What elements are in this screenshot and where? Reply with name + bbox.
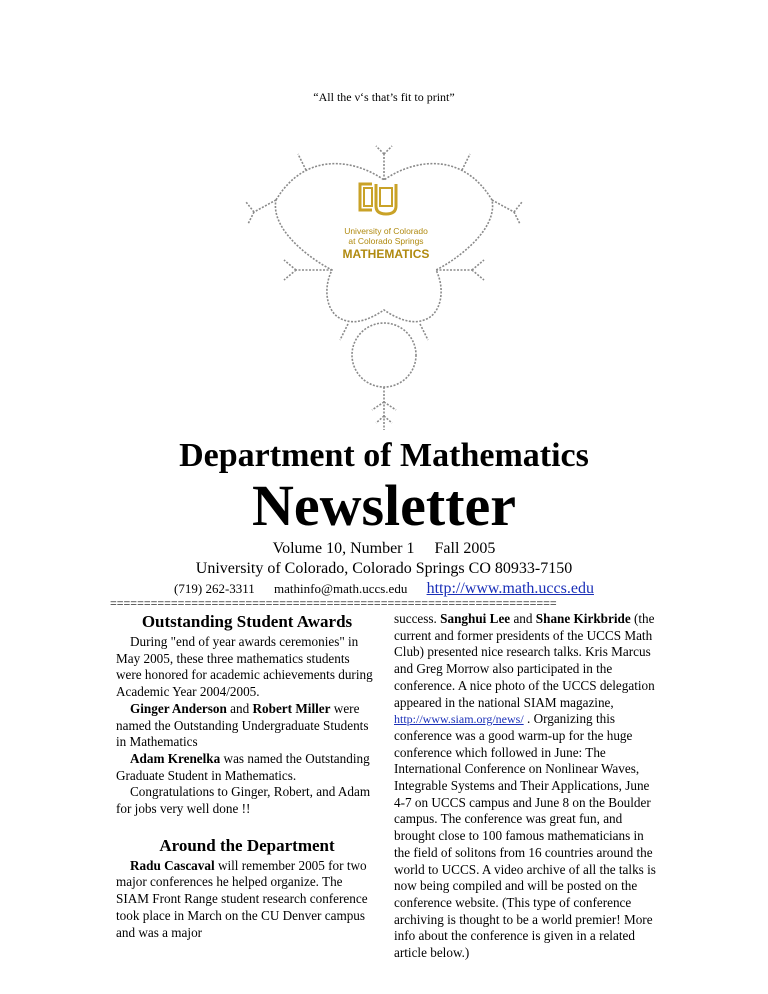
website-link[interactable]: http://www.math.uccs.edu (426, 580, 594, 597)
department-title: Department of Mathematics (179, 437, 589, 474)
phone: (719) 262-3311 (174, 581, 255, 596)
contact-line (0, 580, 768, 598)
student-name: Robert Miller (252, 700, 331, 716)
student-name: Shane Kirkbride (535, 611, 631, 626)
text: was named the Outstanding Graduate Student in Mathematics. (116, 750, 370, 783)
email: mathinfo@math.uccs.edu (274, 581, 408, 596)
divider-rule: ================================================================== (110, 597, 557, 609)
text: . Organizing this conference was a good warm-up for the huge conference which followed in June: The International Conference on Nonlinear Waves, Integrable Systems and Their Applications, June 4-7 on UCCS campus and June 8 on the Boulder campus. The conference was great fun, and brought close to 100 famous mathematicians in the field of solitons from 16 countries around the world to UCCS. A video archive of all the talks is now being compiled and will be posted on the conference website. (This type of conference archiving is thought to be a world premier! More info about the conference is given in a related article below.) (394, 711, 656, 961)
text: success. (394, 611, 441, 626)
address-line: University of Colorado, Colorado Springs CO 80933-7150 (195, 560, 573, 577)
around-paragraph (116, 858, 378, 942)
right-column (394, 611, 658, 962)
tagline: “All the ν‘s that’s fit to print” (313, 90, 455, 104)
text: and (226, 700, 253, 716)
around-heading: Around the Department (159, 835, 335, 855)
awards-paragraph-4: Congratulations to Ginger, Robert, and Adam for jobs very well done !! (116, 784, 371, 817)
volume-line: Volume 10, Number 1 Fall 2005 (272, 540, 496, 557)
logo-university-line1: University of Colorado (344, 226, 428, 236)
awards-paragraph-2 (116, 701, 378, 751)
awards-paragraph-1: During "end of year awards ceremonies" in May 2005, these three mathematics students were honored for academic achievements during Academic Year 2004/2005. (116, 634, 373, 700)
logo-university-line2: at Colorado Springs (348, 236, 424, 246)
awards-heading: Outstanding Student Awards (141, 612, 353, 631)
awards-paragraph-3 (116, 751, 378, 784)
fractal-logo (236, 140, 532, 438)
student-name: Sanghui Lee (440, 611, 511, 626)
text: and (510, 611, 536, 626)
cu-monogram-icon (360, 184, 396, 214)
text: (the current and former presidents of the UCCS Math Club) presented nice research talks. Kris Marcus and Greg Morrow also participated in the conference. A nice photo of the UCCS delegation appeared in the national SIAM magazine, (394, 611, 655, 710)
siam-news-link[interactable]: http://www.siam.org/news/ (394, 712, 524, 727)
around-continued-paragraph (394, 611, 658, 962)
text: were named the Outstanding Undergraduate Students in Mathematics (116, 700, 369, 750)
student-name: Ginger Anderson (130, 700, 227, 716)
newsletter-title: Newsletter (251, 473, 517, 538)
logo-department: MATHEMATICS (342, 247, 430, 261)
student-name: Adam Krenelka (130, 750, 221, 766)
text: will remember 2005 for two major conferences he helped organize. The SIAM Front Range student research conference took place in March on the CU Denver campus and was a major (116, 857, 368, 940)
left-column (116, 612, 378, 941)
faculty-name: Radu Cascaval (130, 857, 215, 873)
